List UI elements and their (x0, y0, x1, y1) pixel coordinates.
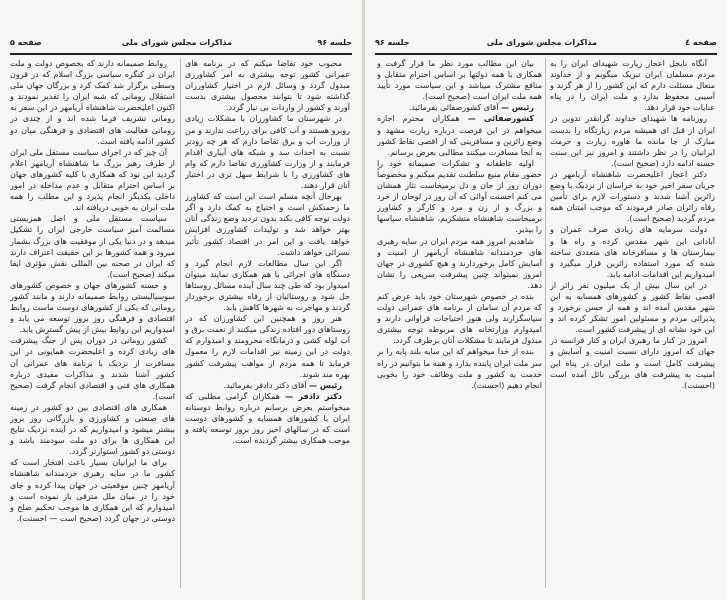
paragraph (550, 58, 715, 113)
page-header (10, 38, 352, 52)
paragraph-text: هنر روز و همچنین این کشاورزان که در روستاهای دور افتاده زندگی میکنند از نعمت برق و آب لوله کشی و درمانگاه محرومند و امیدوارم که دولت در این زمینه نیز اقدامات لازم را معمول فرماید تا همه مردم از مواهب پیشرفت کشور بهره مند شوند. (185, 314, 350, 379)
paragraph (377, 158, 542, 236)
paragraph-text: امروز در کنار ما رهبری ایران و کنار فرانسه در جهان که امروز دارای نسبت امنیت و آسایش و پیشرفت کامل است و ملت ایران در پناه این امنیت به پیشرفت های بزرگی نائل آمده است (احسنت). (550, 336, 715, 390)
paragraph-text: و حسنه کشورهای جهان و خصوص کشورهای سوسیالیستی روابط صمیمانه دارند و مانند کشور رومانی که یکی از کشورهای دوست ماست روابط اقتصادی و فرهنگی روز بروز توسعه می یابد و امیدواریم این روابط بیش از پیش گسترش یابد. (10, 280, 175, 335)
paragraph-text: در شهرستان ما کشاورزان با مشکلات زیادی روبرو هستند و آب کافی برای زراعت ندارند و من از وزارت آب و برق تقاضا دارم که هر چه زودتر نسبت به احداث سد و شبکه های آبیاری اقدام فرمایند و از وزارت کشاورزی تقاضا دارم که وام های کشاورزی را با شرایط سهل تری در اختیار آنان قرار دهند. (185, 114, 350, 191)
paragraph-text: روابط صمیمانه دارند که بخصوص دولت و ملت ایران در کنگره سیاسی بزرگ اسلام که در قرون وسطی برگزار شد کمک کرد و بزرگان جهان ملی استقلال رومانی که شبه ایران را تقدیر نمودند و اکنون اعلیحضرت شاهنشاه آریامهر در این سفر به رومانی تشریف فرما شده اند و از چندی در رومانی فعالیت های اقتصادی و فرهنگی میان دو کشور ادامه یافته است. (10, 59, 175, 146)
column-divider (545, 58, 546, 588)
paragraph (185, 191, 350, 258)
paragraph (185, 113, 350, 191)
paragraph-text: آنگاه نایجل اعجاز زیارت شهیدای ایران را به مردم مسلمان ایران تبریک میگویم و از خداوند متعال مسئلت دارم که این کشور را از هر گزند و آسیبی محفوظ بدارد و ملت ایران را در پناه عنایات خود قرار دهد. (550, 59, 715, 113)
paragraph (377, 58, 542, 102)
paragraph-text: محبوب خود تقاضا میکنم که در برنامه های عمرانی کشور توجه بیشتری به امر کشاورزی مبذول گردد و وسائل لازم در اختیار کشاورزان گذاشته شود تا بتوانند محصول بیشتری بدست آورند و کشور از واردات بی نیاز گردد. (185, 59, 350, 113)
paragraph-text: روزنامه ها شهیدای خداوند گرانقدر تدوین در ایران از قبل ای همیشه مردم زیارتگاه را بدست مبارک از جا مانده ما هاوره زیارت و حرمت ایرانیان را در نظر داشتند و امروز نیز این سنت حسنه ادامه دارد (صحیح است). (550, 114, 715, 168)
paragraph (550, 335, 715, 390)
paragraph (10, 457, 175, 524)
paragraph-text: بنده در خصوص شهرستان خود باید عرض کنم که مردم آن سامان از برنامه های عمرانی دولت سپاسگزارند ولی هنوز احتیاجات فراوانی دارند و امیدوارم وزارتخانه های مربوطه توجه بیشتری مبذول فرمایند تا مشکلات آنان برطرف گردد. (377, 291, 542, 346)
speaker-paragraph (377, 102, 542, 113)
speaker-name: کشورصفائی — (467, 114, 534, 124)
paragraph (550, 280, 715, 335)
header-rule (375, 53, 717, 55)
paragraph (10, 147, 175, 214)
speaker-paragraph (185, 380, 350, 391)
paragraph (185, 58, 350, 113)
paragraph (10, 280, 175, 335)
publication-title: مذاکرات مجلس شورای ملی (486, 38, 597, 47)
paragraph-text: آقای کشورصفائی بفرمائید. (408, 103, 499, 113)
paragraph-text: دولت سرمایه های زیادی صرف عمران و آبادانی این شهر مقدس کرده و راه ها و بیمارستان ها و مسافرخانه های متعددی ساخته شده که مورد استفاده زائرین قرار میگیرد و امیدواریم این اقدامات ادامه یابد. (550, 225, 715, 279)
header-rule (10, 53, 352, 55)
speaker-name: دکتر دادفر — (285, 391, 342, 401)
paragraph-text: همکاران گرامی مطلبی که میخواستم بعرض برسانم درباره روابط دوستانه ایران با کشورهای همسایه و کشورهای دوست است که در سالهای اخیر روز بروز توسعه یافته و موجب همکاری بیشتر گردیده است. (185, 391, 350, 446)
speaker-paragraph (185, 391, 350, 446)
right-page (365, 0, 727, 600)
speaker-name: رئیس — (501, 103, 534, 113)
paragraph-text: دکتر اعجاز اعلیحضرت شاهنشاه آریامهر در جریان سفر اخیر خود به خراسان از نزدیک با وضع زائرین آشنا شدند و دستورات لازم برای تأمین رفاه زائران صادر فرمودند که موجب امتنان همه مردم گردید (صحیح است). (550, 169, 715, 224)
paragraph-text: اگر این سال مطالعات لازم انجام گیرد و دستگاه های اجرائی با هم همکاری نمایند میتوان امیدوار بود که طی چند سال آینده مسائل روستاها حل شود و روستائیان از رفاه بیشتری برخوردار گردند و مهاجرت به شهرها کاهش یابد. (185, 258, 350, 313)
session-number: جلسه ۹۶ (375, 38, 410, 47)
paragraph-text: آن چیز که در اجرای سیاست مستقل ملی ایران از طرف رهبر بزرگ ما شاهنشاه آریامهر اعلام گردید این بود که همکاری با کلیه کشورهای جهان بر اساس احترام متقابل و عدم مداخله در امور داخلی یکدیگر انجام پذیرد و این مطلب را همه ملت ایران به خوبی دریافته اند. (10, 147, 175, 213)
paragraph-text: بنده از خدا میخواهم که این سایه بلند پایه را بر سر ملت ایران پاینده بدارد و همه ما بتوانیم در راه خدمت به کشور و ملت وظائف خود را بخوبی انجام دهیم (احسنت). (377, 347, 542, 390)
paragraph-text: برای ما ایرانیان بسیار باعث افتخار است که کشور ما در سایه رهبری خردمندانه شاهنشاه آریامهر چنین موقعیتی در جهان پیدا کرده و جای خود را در میان ملل مترقی باز نموده است و امیدوارم که این همکاری ها موجب تحکیم صلح و دوستی در جهان گردد (صحیح است — احسنت). (10, 458, 175, 523)
paragraph (550, 113, 715, 168)
paragraph (10, 213, 175, 280)
paragraph (10, 335, 175, 402)
speaker-paragraph (377, 113, 542, 157)
paragraph (10, 402, 175, 457)
page-number: صفحه ۵ (10, 38, 42, 47)
text-column-right (185, 58, 350, 590)
paragraph (185, 313, 350, 380)
paragraph-text: در این سال بیش از یک میلیون نفر زائر از اقصی نقاط کشور و کشورهای همسایه به این شهر مقدس آمده اند و همه از حسن برخورد و پذیرائی مردم و مسئولین امور تشکر کرده اند و این خود نشانه ای از پیشرفت کشور است. (550, 280, 715, 335)
paragraph (377, 291, 542, 346)
speaker-name: رئیس — (309, 380, 342, 390)
publication-title: مذاکرات مجلس شورای ملی (121, 38, 232, 47)
paragraph (377, 346, 542, 390)
column-divider (180, 58, 181, 588)
paragraph (10, 58, 175, 147)
paragraph-text: بهرحال آنچه مسلم است این است که کشاورز ما زحمتکش است و احتیاج به کمک دارد و اگر دولت توجه کافی بکند بدون تردید وضع زندگی آنان بهتر خواهد شد و تولیدات کشاورزی افزایش خواهد یافت و این امر در اقتصاد کشور تأثیر بسزائی خواهد داشت. (185, 192, 350, 257)
paragraph-text: کشور رومانی در دوران پس از جنگ پیشرفت های زیادی کرده و اعلیحضرت همایونی در این مسافرت از نزدیک با برنامه های عمرانی آن کشور آشنا شدند و مذاکرات مفیدی درباره همکاری های فنی و اقتصادی انجام گرفت (صحیح است). (10, 336, 175, 401)
paragraph-text: آقای دکتر دادفر بفرمائید. (223, 380, 307, 390)
text-column-left (10, 58, 175, 590)
paragraph-text: همکاران محترم اجازه میخواهم در این فرصت درباره زیارت مشهد و وضع زائرین و مسافرینی که از اقصی نقاط کشور به آنجا مسافرت میکنند مطالبی بعرض برسانم. (377, 114, 542, 157)
paragraph (185, 258, 350, 313)
paragraph-text: بیان این مطالب مورد نظر ما قرار گرفت و همکاری با همه دولتها بر اساس احترام متقابل و منافع مشترک میباشد و این سیاست مورد تأیید همه ملت ایران است (صحیح است). (377, 59, 542, 102)
paragraph-text: شاهدیم امروز همه مردم ایران در سایه رهبری های خردمندانه شاهنشاه آریامهر از امنیت و آسایش کامل برخوردارند و هیچ کشوری در جهان امروز نمیتواند چنین پیشرفت سریعی را نشان دهد. (377, 236, 542, 290)
session-number: جلسه ۹۶ (317, 38, 352, 47)
page-number: صفحه ٤ (685, 38, 717, 47)
page-header (375, 38, 717, 52)
paragraph (550, 169, 715, 224)
text-column-left (377, 58, 542, 590)
paragraph-text: همکاری های اقتصادی بین دو کشور در زمینه های صنعتی و کشاورزی و بازرگانی روز بروز بیشتر میشود و امیدواریم که در آینده نزدیک نتایج این همکاری ها برای دو ملت سودمند باشد و دوستی دو کشور استوارتر گردد. (10, 402, 175, 457)
left-page (0, 0, 362, 600)
paragraph (550, 224, 715, 279)
paragraph-text: سیاست مستقل ملی و اصل همزیستی مسالمت آمیز سیاست خارجی ایران را تشکیل میدهد و در دنیا یکی از موفقیت های بزرگ بشمار میرود و همه کشورها بر این حقیقت اعتراف دارند که ایران در صحنه بین المللی نقش مؤثری ایفا میکند (صحیح است). (10, 214, 175, 279)
paragraph (377, 236, 542, 291)
paragraph-text: اولیه عاطفانه و تشکرات صمیمانه خود را حضور مقام منیع سلطنت تقدیم میکنم و مخصوصاً دوران روز از جان و دل برمیخاست نثار همشان می کنم احسنت آوائی که آن روز در لوحان از خرد و بزرگ و از زن و مرد و کارگر و کشاورز برمیخاست شاهنشاه متشکریم، شاهنشاه سپاسها را بپذیر. (377, 158, 542, 235)
text-column-right (550, 58, 715, 590)
